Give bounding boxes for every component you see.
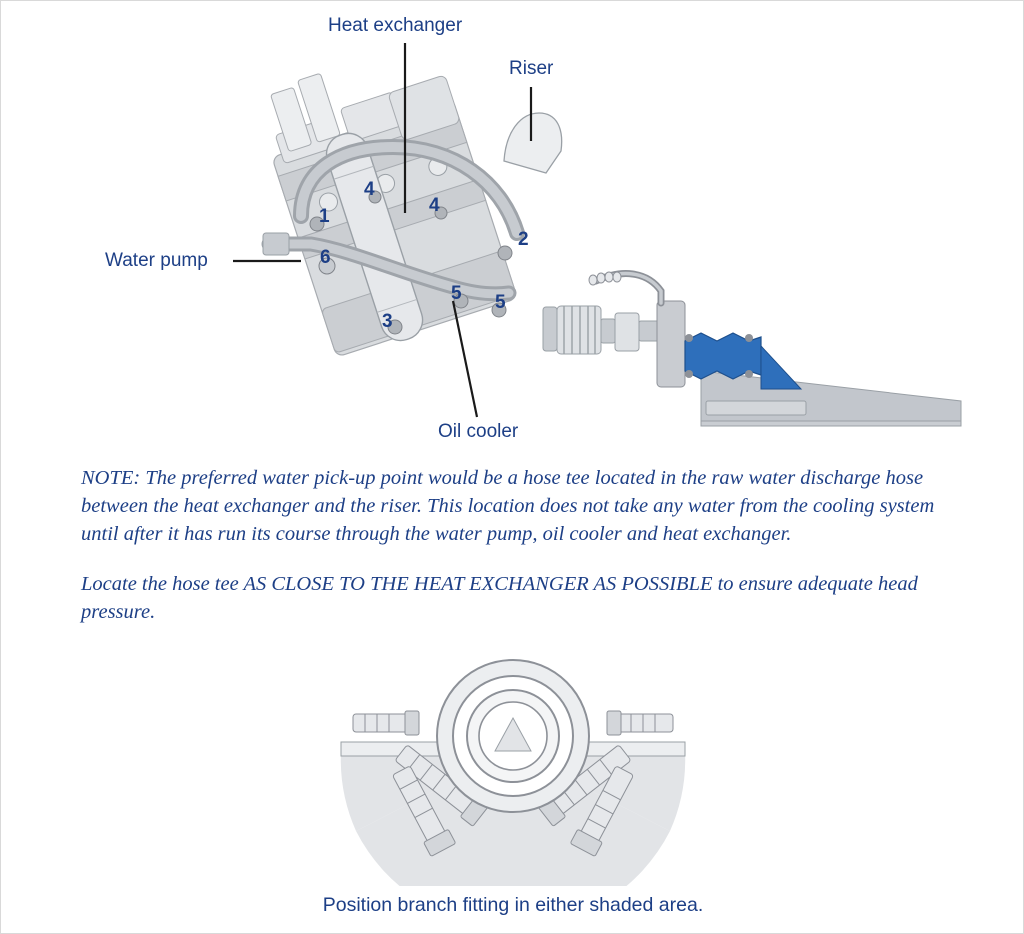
callout-number-1: 1 — [319, 206, 330, 227]
figure-caption: Position branch fitting in either shaded area. — [322, 894, 704, 916]
label-oil-cooler: Oil cooler — [438, 421, 519, 442]
riser-part — [504, 113, 562, 173]
label-riser: Riser — [509, 58, 554, 79]
branch-fitting-diagram — [1, 656, 1024, 886]
label-water-pump: Water pump — [105, 250, 208, 271]
callout-number-2: 2 — [518, 229, 529, 250]
transom-wedge — [701, 371, 961, 426]
callout-number-4b: 4 — [429, 195, 440, 216]
callout-number-6: 6 — [320, 247, 331, 268]
callout-number-4a: 4 — [364, 179, 375, 200]
side-barb-right — [607, 711, 673, 735]
side-barb-left — [353, 711, 419, 735]
note-paragraph-2: Locate the hose tee AS CLOSE TO THE HEAT EXCHANGER AS POSSIBLE to ensure adequate head pressure. — [81, 573, 918, 623]
hose-tee-body — [437, 660, 589, 812]
label-heat-exchanger: Heat exchanger — [328, 15, 463, 36]
callout-number-5b: 5 — [495, 292, 506, 313]
callout-number-5a: 5 — [451, 283, 462, 304]
note-paragraph-1: NOTE: The preferred water pick-up point would be a hose tee located in the raw water discharge hose between the heat exchanger and the riser. This location does not take any water from the cooling system until after it has run its course through the water pump, oil cooler and heat exchanger. — [81, 467, 935, 545]
branch-fitting-illustration — [1, 656, 1024, 886]
note-text-block — [81, 464, 941, 626]
engine-cooling-diagram — [1, 1, 1024, 456]
callout-number-3: 3 — [382, 311, 393, 332]
